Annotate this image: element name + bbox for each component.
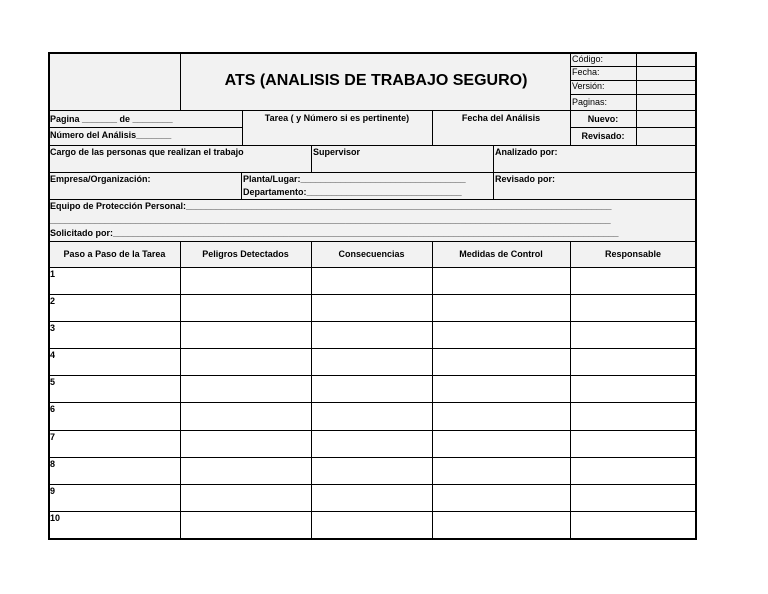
row-number: 3: [50, 323, 56, 333]
table-col-line: [432, 241, 433, 539]
tarea-label: Tarea ( y Número si es pertinente): [264, 113, 410, 123]
empresa-row-line: [49, 199, 696, 200]
col-header-peligros: Peligros Detectados: [202, 249, 289, 259]
row-number: 2: [50, 296, 56, 306]
epp-field-line2[interactable]: ________________________________________________________________________________________________________________: [50, 215, 611, 225]
codigo-label: Código:: [572, 54, 604, 64]
table-row-line: [49, 484, 696, 485]
fecha-analisis-label: Fecha del Análisis: [461, 113, 541, 123]
revisado-por-label: Revisado por:: [495, 174, 556, 184]
epp-row-line: [49, 241, 696, 242]
table-row-line: [49, 321, 696, 322]
table-row-line: [49, 348, 696, 349]
table-col-line: [570, 241, 571, 539]
cargo-row-line: [49, 172, 696, 173]
departamento-field[interactable]: Departamento:_______________________________: [243, 187, 462, 197]
empresa-label: Empresa/Organización:: [50, 174, 151, 184]
table-row-line: [49, 457, 696, 458]
table-row-line: [49, 375, 696, 376]
planta-field[interactable]: Planta/Lugar:_________________________________: [243, 174, 466, 184]
table-row-line: [49, 294, 696, 295]
table-row-line: [49, 511, 696, 512]
revisado-label: Revisado:: [581, 131, 625, 141]
cargo-label: Cargo de las personas que realizan el trabajo: [50, 147, 244, 157]
supervisor-label: Supervisor: [313, 147, 361, 157]
form-sheet: [48, 52, 697, 540]
version-label: Versión:: [572, 81, 605, 91]
row-number: 1: [50, 269, 56, 279]
row-number: 6: [50, 404, 56, 414]
row-number: 5: [50, 377, 56, 387]
code-row-line: [570, 94, 696, 95]
pagina-row-line: [49, 127, 242, 128]
col-header-paso: Paso a Paso de la Tarea: [63, 249, 166, 259]
row-number: 10: [50, 513, 61, 523]
paginas-label: Paginas:: [572, 97, 608, 107]
table-col-line: [311, 241, 312, 539]
nuevo-label: Nuevo:: [587, 114, 619, 124]
pagina-field[interactable]: Pagina _______ de ________: [50, 114, 173, 124]
fecha-label: Fecha:: [572, 67, 600, 77]
table-row-line: [49, 430, 696, 431]
row-number: 9: [50, 486, 56, 496]
table-header-line: [49, 267, 696, 268]
logo-box-divider: [180, 53, 181, 110]
nuevo-row-line: [570, 127, 696, 128]
numero-analisis-field[interactable]: Número del Análisis_______: [50, 130, 172, 140]
form-title: ATS (ANALISIS DE TRABAJO SEGURO): [224, 72, 528, 89]
epp-field[interactable]: Equipo de Protección Personal:_____________________________________________________________________________________: [50, 201, 612, 211]
info-row-line: [49, 145, 696, 146]
table-col-line: [180, 241, 181, 539]
analizado-por-label: Analizado por:: [495, 147, 558, 157]
col-header-consecuencias: Consecuencias: [338, 249, 405, 259]
row-number: 8: [50, 459, 56, 469]
row-number: 7: [50, 432, 56, 442]
solicitado-field[interactable]: Solicitado por:_____________________________________________________________________________________________________: [50, 228, 619, 238]
table-row-line: [49, 402, 696, 403]
title-bottom-line: [49, 110, 696, 111]
col-header-responsable: Responsable: [604, 249, 662, 259]
row-number: 4: [50, 350, 56, 360]
empresa-divider: [241, 172, 242, 199]
cargo-divider: [311, 145, 312, 172]
col-header-medidas: Medidas de Control: [459, 249, 543, 259]
